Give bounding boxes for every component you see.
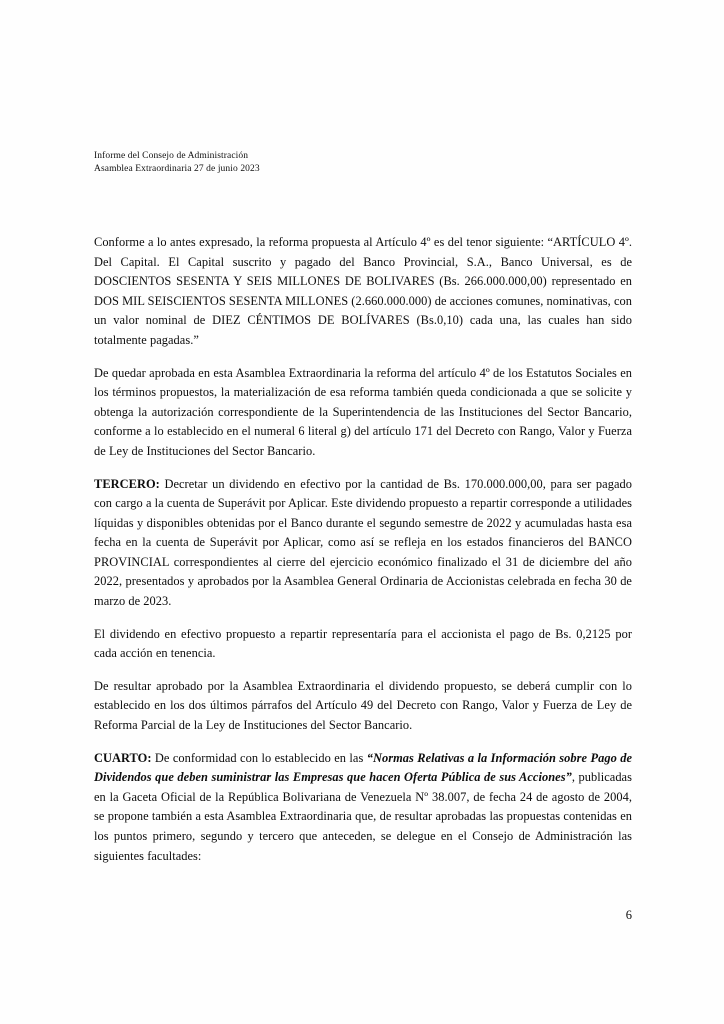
paragraph-tercero-lead: TERCERO: (94, 476, 160, 491)
paragraph-cuarto (94, 749, 632, 867)
paragraph-tercero-text: Decretar un dividendo en efectivo por la cantidad de Bs. 170.000.000,00, para ser pagado con cargo a la cuenta de Superávit por Aplicar. Este dividendo propuesto a repartir corresponde a utilidades líquidas y disponibles obtenidas por el Banco durante el segundo semestre de 2022 y acumuladas hasta esa fecha en la cuenta de Superávit por Aplicar, como así se refleja en los estados financieros del BANCO PROVINCIAL correspondientes al cierre del ejercicio económico finalizado el 31 de diciembre del año 2022, presentados y aprobados por la Asamblea General Ordinaria de Accionistas celebrada en fecha 30 de marzo de 2023. (94, 476, 632, 609)
paragraph-reforma-articulo-4: Conforme a lo antes expresado, la reforma propuesta al Artículo 4º es del tenor siguiente: “ARTÍCULO 4º. Del Capital. El Capital suscrito y pagado del Banco Provincial, S.A., Banco Universal, es de DOSCIENTOS SESENTA Y SEIS MILLONES DE BOLIVARES (Bs. 266.000.000,00) representado en DOS MIL SEISCIENTOS SESENTA MILLONES (2.660.000.000) de acciones comunes, nominativas, con un valor nominal de DIEZ CÉNTIMOS DE BOLÍVARES (Bs.0,10) cada una, las cuales han sido totalmente pagadas.” (94, 234, 632, 347)
paragraph-cuarto-italic-norms-title: “Normas Relativas a la Información sobre Pago de Dividendos que deben suministrar las Empresas que hacen Oferta Pública de sus Acciones” (94, 750, 632, 785)
paragraph-condicion-superintendencia: De quedar aprobada en esta Asamblea Extraordinaria la reforma del artículo 4º de los Estatutos Sociales en los términos propuestos, la materialización de esa reforma también queda condicionada a que se solicite y obtenga la autorización correspondiente de la Superintendencia de las Instituciones del Sector Bancario, conforme a lo establecido en el numeral 6 literal g) del artículo 171 del Decreto con Rango, Valor y Fuerza de Ley de Instituciones del Sector Bancario. (94, 365, 632, 458)
paragraph-cuarto-text-before: De conformidad con lo establecido en las (151, 750, 367, 765)
paragraph-cuarto-text-after: , publicadas en la Gaceta Oficial de la República Bolivariana de Venezuela Nº 38.007, de fecha 24 de agosto de 2004, se propone también a esta Asamblea Extraordinaria que, de resultar aprobadas las propuestas contenidas en los puntos primero, segundo y tercero que anteceden, se delegue en el Consejo de Administración las siguientes facultades: (94, 770, 632, 863)
paragraph-cuarto-lead: CUARTO: (94, 750, 152, 765)
paragraph-aprobacion-articulo-49: De resultar aprobado por la Asamblea Extraordinaria el dividendo propuesto, se deberá cumplir con lo establecido en los dos últimos párrafos del Artículo 49 del Decreto con Rango, Valor y Fuerza de Ley de Reforma Parcial de la Ley de Instituciones del Sector Bancario. (94, 678, 632, 733)
paragraph-tercero (94, 475, 632, 612)
header-line-report-title: Informe del Consejo de Administración (94, 151, 249, 161)
document-body (94, 150, 632, 879)
header-line-assembly-date: Asamblea Extraordinaria 27 de junio 2023 (94, 164, 260, 175)
document-header (94, 150, 632, 177)
paragraph-dividendo-por-accion: El dividendo en efectivo propuesto a repartir representaría para el accionista el pago de Bs. 0,2125 por cada acción en tenencia. (94, 626, 632, 661)
page-number: 6 (625, 908, 632, 922)
